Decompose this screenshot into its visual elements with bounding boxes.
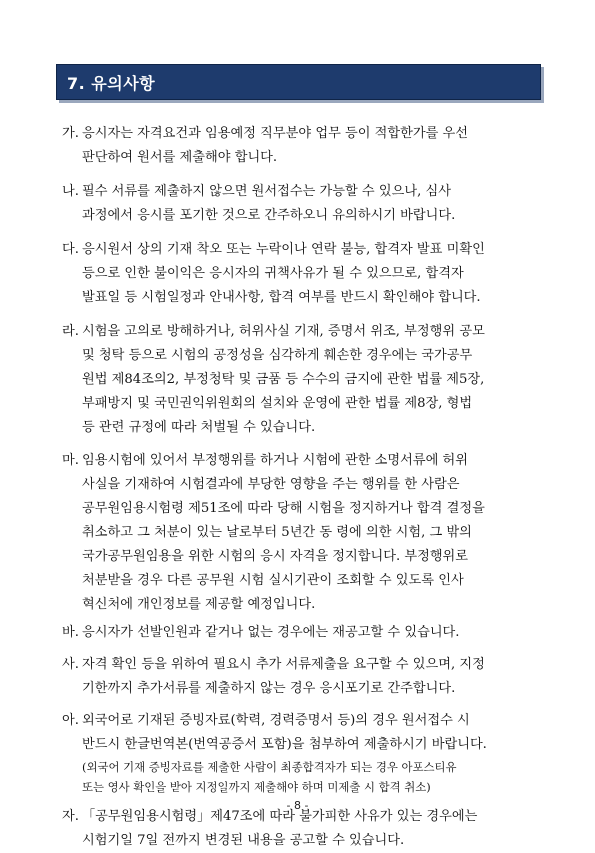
notice-item-ja	[62, 805, 542, 853]
notice-item-sa	[62, 653, 542, 701]
item-marker: 나.	[62, 184, 79, 199]
item-note: 또는 영사 확인을 받아 지정일까지 제출해야 하며 미제출 시 합격 취소)	[82, 780, 431, 794]
item-line: 부패방지 및 국민권익위원회의 설치와 운영에 관한 법률 제8장, 형법	[82, 396, 473, 411]
notice-list	[62, 122, 542, 853]
section-header	[56, 64, 541, 100]
item-marker: 바.	[62, 625, 79, 640]
item-note: (외국어 기재 증빙자료를 제출한 사람이 최종합격자가 되는 경우 아포스티유	[82, 760, 457, 774]
item-marker: 사.	[62, 657, 79, 672]
item-line: 「공무원임용시험령」제47조에 따라 불가피한 사유가 있는 경우에는	[82, 809, 478, 824]
item-line: 자격 확인 등을 위하여 필요시 추가 서류제출을 요구할 수 있으며, 지정	[82, 657, 485, 672]
item-line: 응시자는 자격요건과 임용예정 직무분야 업무 등이 적합한가를 우선	[82, 126, 469, 141]
item-line: 시험을 고의로 방해하거나, 허위사실 기재, 증명서 위조, 부정행위 공모	[82, 324, 485, 339]
notice-item-ra	[62, 320, 542, 440]
item-line: 반드시 한글번역본(번역공증서 포함)을 첨부하여 제출하시기 바랍니다.	[82, 737, 487, 752]
item-line: 국가공무원임용을 위한 시험의 응시 자격을 정지합니다. 부정행위로	[82, 549, 469, 564]
notice-item-ga	[62, 122, 542, 170]
item-line: 및 청탁 등으로 시험의 공정성을 심각하게 훼손한 경우에는 국가공무	[82, 348, 473, 363]
page-number: - 8 -	[286, 799, 309, 812]
notice-item-ma	[62, 449, 542, 617]
item-line: 처분받을 경우 다른 공무원 시험 실시기관이 조회할 수 있도록 인사	[82, 573, 464, 588]
item-line: 공무원임용시험령 제51조에 따라 당해 시험을 정지하거나 합격 결정을	[82, 501, 485, 516]
item-marker: 라.	[62, 324, 79, 339]
item-line: 외국어로 기재된 증빙자료(학력, 경력증명서 등)의 경우 원서접수 시	[82, 713, 470, 728]
item-line: 필수 서류를 제출하지 않으면 원서접수는 가능할 수 있으나, 심사	[82, 184, 451, 199]
item-line: 발표일 등 시험일정과 안내사항, 합격 여부를 반드시 확인해야 합니다.	[82, 290, 481, 305]
notice-item-na	[62, 180, 542, 228]
item-line: 취소하고 그 처분이 있는 날로부터 5년간 동 령에 의한 시험, 그 밖의	[82, 525, 472, 540]
item-marker: 가.	[62, 126, 79, 141]
notice-item-da	[62, 238, 542, 310]
item-marker: 자.	[62, 809, 79, 824]
item-marker: 다.	[62, 242, 79, 257]
item-line: 응시자가 선발인원과 같거나 없는 경우에는 재공고할 수 있습니다.	[82, 625, 460, 640]
item-line: 응시원서 상의 기재 착오 또는 누락이나 연락 불능, 합격자 발표 미확인	[82, 242, 485, 257]
notice-item-ba	[62, 621, 542, 645]
item-line: 임용시험에 있어서 부정행위를 하거나 시험에 관한 소명서류에 허위	[82, 453, 469, 468]
item-line: 기한까지 추가서류를 제출하지 않는 경우 응시포기로 간주합니다.	[82, 681, 456, 696]
item-line: 원법 제84조의2, 부정청탁 및 금품 등 수수의 금지에 관한 법률 제5장,	[82, 372, 485, 387]
item-line: 등 관련 규정에 따라 처벌될 수 있습니다.	[82, 420, 316, 435]
item-line: 판단하여 원서를 제출해야 합니다.	[82, 150, 278, 165]
item-line: 등으로 인한 불이익은 응시자의 귀책사유가 될 수 있으므로, 합격자	[82, 266, 464, 281]
section-title: 7. 유의사항	[67, 74, 156, 93]
item-line: 사실을 기재하여 시험결과에 부당한 영향을 주는 행위를 한 사람은	[82, 477, 460, 492]
item-line: 시험기일 7일 전까지 변경된 내용을 공고할 수 있습니다.	[82, 833, 405, 848]
item-line: 혁신처에 개인정보를 제공할 예정입니다.	[82, 597, 316, 612]
item-line: 과정에서 응시를 포기한 것으로 간주하오니 유의하시기 바랍니다.	[82, 208, 456, 223]
notice-item-a	[62, 709, 542, 797]
item-marker: 마.	[62, 453, 79, 468]
item-marker: 아.	[62, 713, 79, 728]
